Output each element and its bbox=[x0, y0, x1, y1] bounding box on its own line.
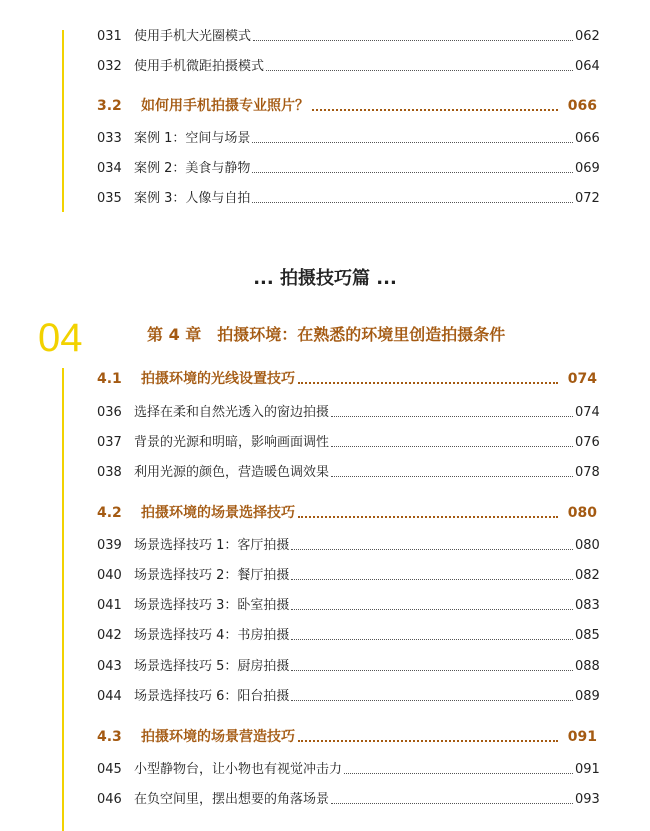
section-page: 080 bbox=[567, 505, 597, 521]
entry-page: 076 bbox=[575, 435, 600, 450]
entry-page: 069 bbox=[575, 161, 600, 176]
dot-leader bbox=[253, 39, 573, 41]
dot-leader bbox=[252, 171, 573, 173]
entry-title: 在负空间里，摆出想要的角落场景 bbox=[134, 792, 330, 807]
entry-page: 089 bbox=[575, 689, 600, 704]
section-heading-4-1[interactable] bbox=[97, 367, 597, 389]
toc-entry[interactable] bbox=[97, 595, 600, 615]
section-heading-3-2[interactable] bbox=[97, 94, 597, 116]
entry-title: 场景选择技巧 2：餐厅拍摄 bbox=[134, 568, 290, 583]
chapter-title[interactable]: 第 4 章 拍摄环境：在熟悉的环境里创造拍摄条件 bbox=[147, 325, 506, 344]
entry-title: 场景选择技巧 4：书房拍摄 bbox=[134, 628, 290, 643]
entry-number: 039 bbox=[97, 538, 122, 553]
section-page: 091 bbox=[567, 729, 597, 745]
dot-leader bbox=[331, 445, 573, 447]
entry-title: 案例 3：人像与自拍 bbox=[134, 191, 251, 206]
entry-page: 083 bbox=[575, 598, 600, 613]
dot-leader bbox=[291, 608, 573, 610]
entry-page: 085 bbox=[575, 628, 600, 643]
entry-page: 088 bbox=[575, 659, 600, 674]
toc-entry[interactable] bbox=[97, 56, 600, 76]
entry-title: 小型静物台，让小物也有视觉冲击力 bbox=[134, 762, 343, 777]
entry-page: 080 bbox=[575, 538, 600, 553]
section-title: 拍摄环境的场景营造技巧 bbox=[141, 729, 295, 745]
dot-leader bbox=[291, 638, 573, 640]
toc-entry[interactable] bbox=[97, 535, 600, 555]
dot-leader bbox=[298, 515, 558, 518]
entry-page: 082 bbox=[575, 568, 600, 583]
entry-page: 093 bbox=[575, 792, 600, 807]
toc-entry[interactable] bbox=[97, 565, 600, 585]
dot-leader bbox=[298, 381, 558, 384]
entry-number: 045 bbox=[97, 762, 122, 777]
entry-title: 案例 2：美食与静物 bbox=[134, 161, 251, 176]
section-number: 4.3 bbox=[97, 729, 122, 745]
dot-leader bbox=[291, 578, 573, 580]
dot-leader bbox=[298, 739, 558, 742]
section-title: 如何用手机拍摄专业照片？ bbox=[141, 98, 309, 114]
entry-page: 064 bbox=[575, 59, 600, 74]
dot-leader bbox=[344, 772, 573, 774]
dot-leader bbox=[331, 475, 573, 477]
margin-rule-top bbox=[62, 30, 64, 212]
entry-number: 036 bbox=[97, 405, 122, 420]
entry-page: 062 bbox=[575, 29, 600, 44]
dot-leader bbox=[331, 802, 573, 804]
dot-leader bbox=[291, 699, 573, 701]
toc-entry[interactable] bbox=[97, 158, 600, 178]
entry-number: 042 bbox=[97, 628, 122, 643]
part-title: ... 拍摄技巧篇 ... bbox=[253, 268, 397, 289]
section-heading-4-2[interactable] bbox=[97, 501, 597, 523]
section-number: 4.2 bbox=[97, 505, 122, 521]
toc-entry[interactable] bbox=[97, 759, 600, 779]
entry-number: 032 bbox=[97, 59, 122, 74]
section-number: 3.2 bbox=[97, 98, 122, 114]
margin-rule-bottom bbox=[62, 368, 64, 831]
entry-number: 035 bbox=[97, 191, 122, 206]
section-heading-4-3[interactable] bbox=[97, 725, 597, 747]
toc-entry[interactable] bbox=[97, 462, 600, 482]
toc-entry[interactable] bbox=[97, 789, 600, 809]
dot-leader bbox=[252, 141, 573, 143]
chapter-number: 04 bbox=[38, 316, 83, 360]
entry-number: 037 bbox=[97, 435, 122, 450]
entry-number: 044 bbox=[97, 689, 122, 704]
section-title: 拍摄环境的场景选择技巧 bbox=[141, 505, 295, 521]
entry-number: 034 bbox=[97, 161, 122, 176]
toc-entry[interactable] bbox=[97, 686, 600, 706]
entry-number: 040 bbox=[97, 568, 122, 583]
entry-title: 利用光源的颜色，营造暖色调效果 bbox=[134, 465, 330, 480]
entry-page: 072 bbox=[575, 191, 600, 206]
entry-page: 074 bbox=[575, 405, 600, 420]
toc-entry[interactable] bbox=[97, 26, 600, 46]
toc-entry[interactable] bbox=[97, 432, 600, 452]
entry-number: 031 bbox=[97, 29, 122, 44]
section-page: 074 bbox=[567, 371, 597, 387]
entry-number: 038 bbox=[97, 465, 122, 480]
toc-entry[interactable] bbox=[97, 402, 600, 422]
entry-number: 043 bbox=[97, 659, 122, 674]
entry-title: 使用手机微距拍摄模式 bbox=[134, 59, 265, 74]
entry-title: 场景选择技巧 1：客厅拍摄 bbox=[134, 538, 290, 553]
dot-leader bbox=[291, 669, 573, 671]
entry-number: 046 bbox=[97, 792, 122, 807]
entry-title: 场景选择技巧 5：厨房拍摄 bbox=[134, 659, 290, 674]
entry-title: 背景的光源和明暗，影响画面调性 bbox=[134, 435, 330, 450]
section-page: 066 bbox=[567, 98, 597, 114]
entry-page: 078 bbox=[575, 465, 600, 480]
entry-page: 066 bbox=[575, 131, 600, 146]
entry-page: 091 bbox=[575, 762, 600, 777]
dot-leader bbox=[252, 201, 573, 203]
entry-number: 041 bbox=[97, 598, 122, 613]
entry-title: 场景选择技巧 6：阳台拍摄 bbox=[134, 689, 290, 704]
entry-title: 使用手机大光圈模式 bbox=[134, 29, 252, 44]
entry-title: 案例 1：空间与场景 bbox=[134, 131, 251, 146]
dot-leader bbox=[312, 108, 558, 111]
entry-number: 033 bbox=[97, 131, 122, 146]
toc-entry[interactable] bbox=[97, 625, 600, 645]
toc-entry[interactable] bbox=[97, 128, 600, 148]
dot-leader bbox=[266, 69, 573, 71]
section-title: 拍摄环境的光线设置技巧 bbox=[141, 371, 295, 387]
section-number: 4.1 bbox=[97, 371, 122, 387]
toc-entry[interactable] bbox=[97, 656, 600, 676]
dot-leader bbox=[331, 415, 573, 417]
dot-leader bbox=[291, 548, 573, 550]
entry-title: 选择在柔和自然光透入的窗边拍摄 bbox=[134, 405, 330, 420]
toc-entry[interactable] bbox=[97, 188, 600, 208]
entry-title: 场景选择技巧 3：卧室拍摄 bbox=[134, 598, 290, 613]
